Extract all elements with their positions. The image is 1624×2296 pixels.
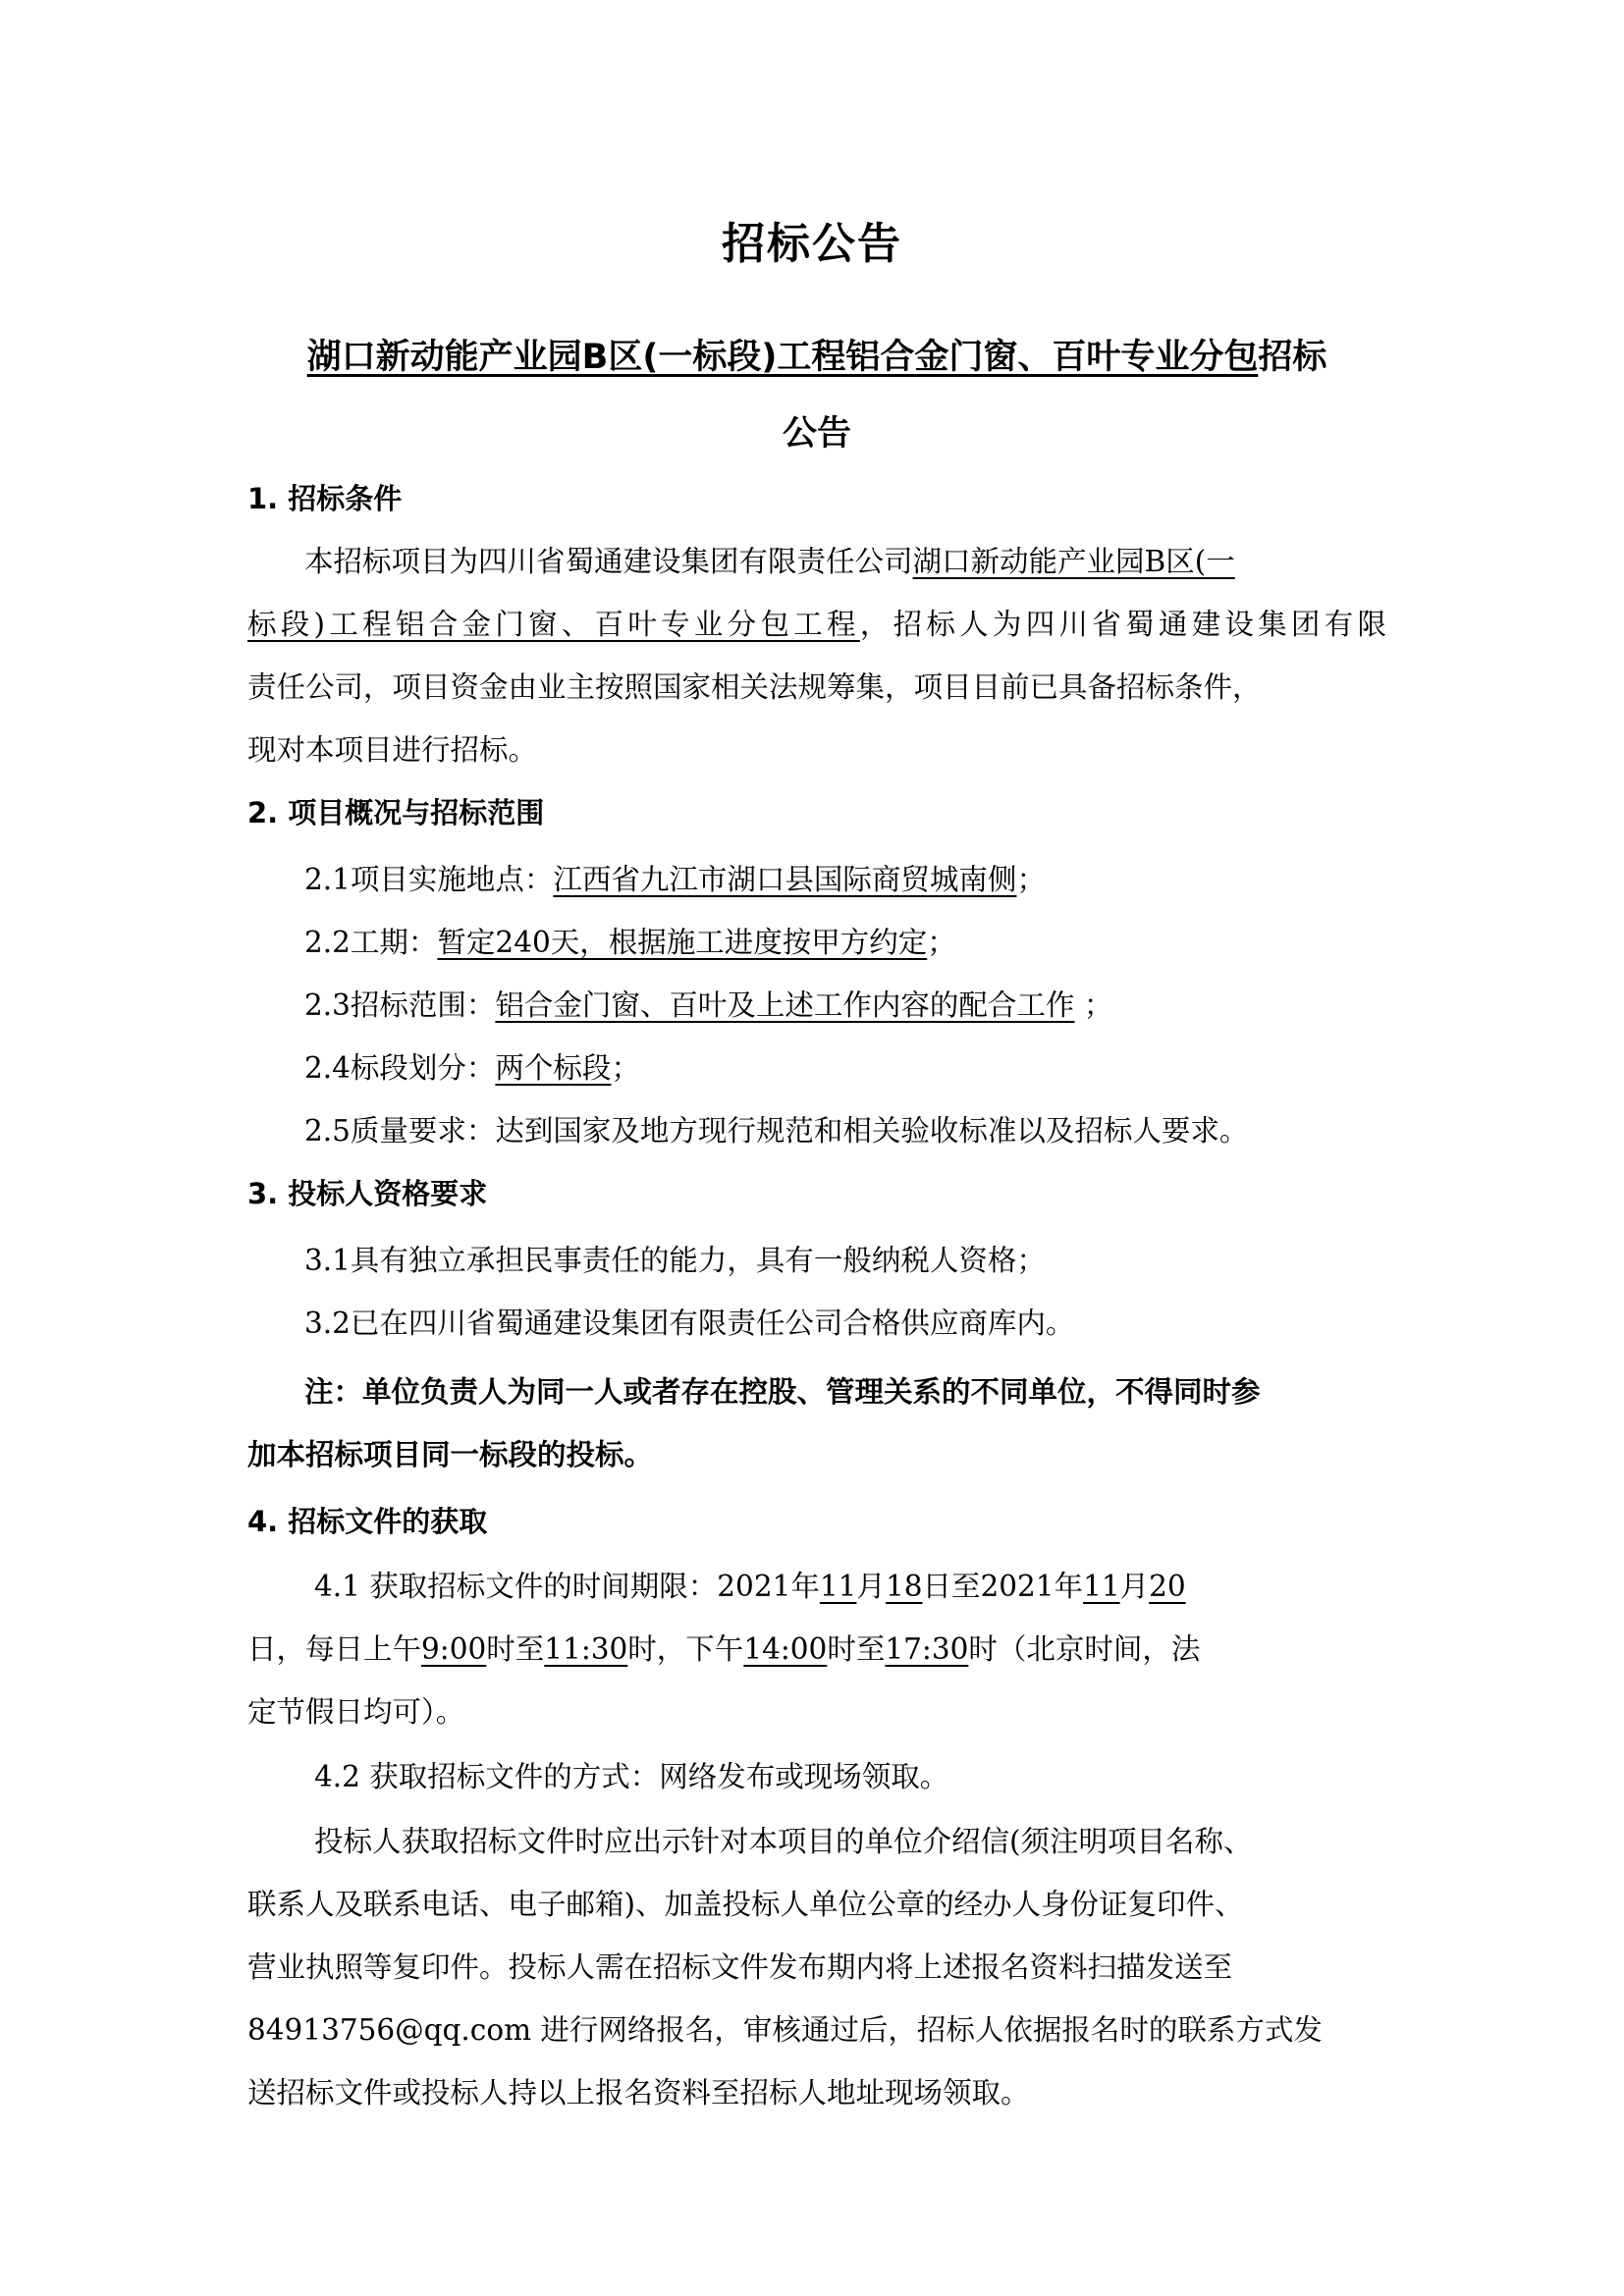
acquisition-hours-note: 定节假日均可）。 xyxy=(247,1695,465,1729)
quality-requirement: 2.5质量要求：达到国家及地方现行规范和相关验收标准以及招标人要求。 xyxy=(304,1114,1249,1148)
notice-subtitle-line-1: 湖口新动能产业园B区(一标段)工程铝合金门窗、百叶专业分包招标 xyxy=(306,338,1327,377)
acquisition-method: 4.2 获取招标文件的方式：网络发布或现场领取。 xyxy=(314,1760,949,1793)
registration-paragraph-line: 营业执照等复印件。投标人需在招标文件发布期内将上述报名资料扫描发送至 xyxy=(247,1950,1233,1984)
notice-subtitle-line-2: 公告 xyxy=(782,414,851,454)
section-2-heading: 2. 项目概况与招标范围 xyxy=(247,796,545,829)
section-1-paragraph-line: 现对本项目进行招标。 xyxy=(247,733,538,767)
section-1-heading: 1. 招标条件 xyxy=(247,482,403,515)
project-name-underlined: 湖口新动能产业园B区(一标段)工程铝合金门窗、百叶专业分包 xyxy=(306,338,1259,377)
section-4-heading: 4. 招标文件的获取 xyxy=(247,1505,488,1538)
registration-paragraph-line: 84913756@qq.com 进行网络报名，审核通过后，招标人依据报名时的联系方式发 xyxy=(247,2013,1323,2047)
qualification-item: 3.1具有独立承担民事责任的能力，具有一般纳税人资格； xyxy=(304,1244,1046,1277)
registration-paragraph-line: 送招标文件或投标人持以上报名资料至招标人地址现场领取。 xyxy=(247,2076,1030,2109)
section-1-paragraph-line: 标段)工程铝合金门窗、百叶专业分包工程，招标人为四川省蜀通建设集团有限 xyxy=(247,608,1386,641)
tender-scope: 2.3招标范围：铝合金门窗、百叶及上述工作内容的配合工作 ； xyxy=(304,988,1113,1022)
lot-division: 2.4标段划分：两个标段； xyxy=(304,1051,640,1085)
project-duration: 2.2工期：暂定240天，根据施工进度按甲方约定； xyxy=(304,926,956,959)
qualification-note: 加本招标项目同一标段的投标。 xyxy=(247,1438,654,1471)
registration-paragraph-line: 投标人获取招标文件时应出示针对本项目的单位介绍信(须注明项目名称、 xyxy=(314,1825,1253,1858)
project-location: 2.1项目实施地点：江西省九江市湖口县国际商贸城南侧； xyxy=(304,863,1046,896)
section-3-heading: 3. 投标人资格要求 xyxy=(247,1177,488,1210)
qualification-note: 注：单位负责人为同一人或者存在控股、管理关系的不同单位，不得同时参 xyxy=(304,1375,1261,1409)
registration-paragraph-line: 联系人及联系电话、电子邮箱)、加盖投标人单位公章的经办人身份证复印件、 xyxy=(247,1888,1244,1921)
acquisition-hours: 日，每日上午9:00时至11:30时，下午14:00时至17:30时（北京时间，法 xyxy=(247,1632,1201,1666)
document-title: 招标公告 xyxy=(722,219,902,269)
section-1-paragraph-line: 本招标项目为四川省蜀通建设集团有限责任公司湖口新动能产业园B区(一 xyxy=(304,545,1235,578)
qualification-item: 3.2已在四川省蜀通建设集团有限责任公司合格供应商库内。 xyxy=(304,1307,1075,1340)
acquisition-period: 4.1 获取招标文件的时间期限：2021年11月18日至2021年11月20 xyxy=(314,1570,1186,1603)
section-1-paragraph-line: 责任公司，项目资金由业主按照国家相关法规筹集，项目目前已具备招标条件， xyxy=(247,670,1262,704)
